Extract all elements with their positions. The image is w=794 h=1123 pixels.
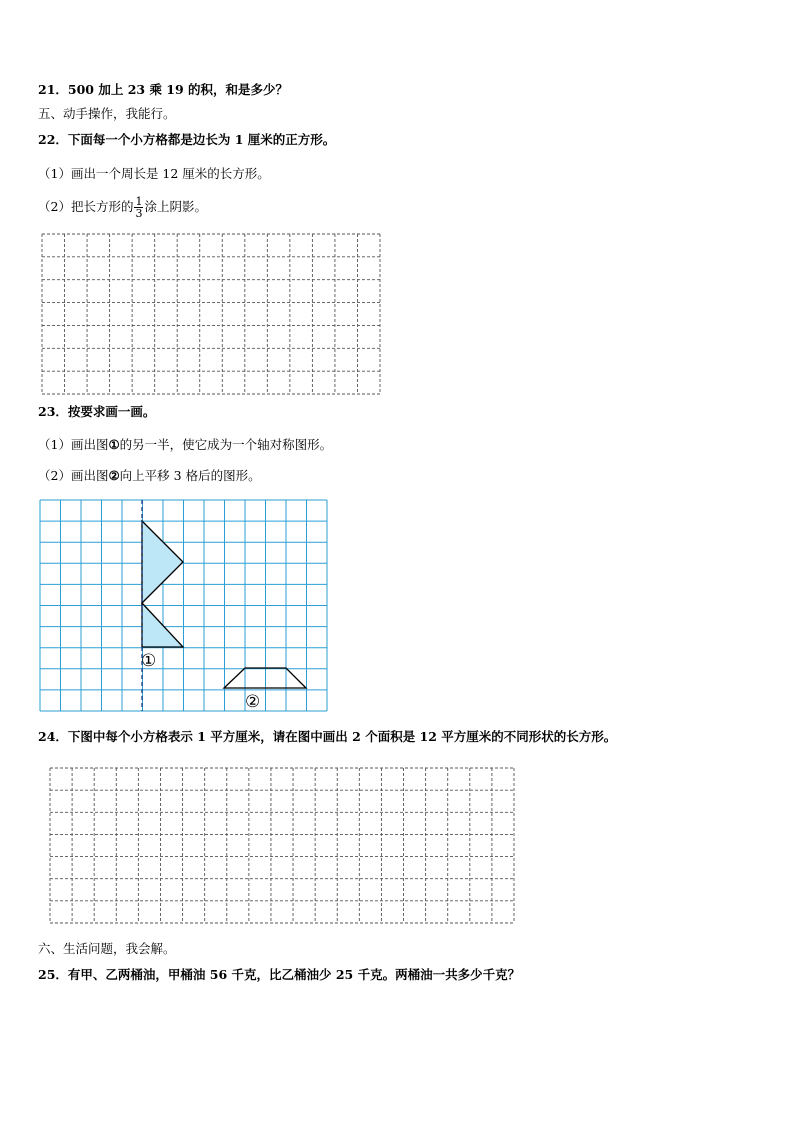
shape-1-label: ① bbox=[141, 651, 157, 671]
dashed-grid-q24 bbox=[50, 768, 514, 923]
question-23-part2: （2）画出图②向上平移 3 格后的图形。 bbox=[38, 468, 261, 483]
question-24 bbox=[38, 729, 616, 745]
blue-grid-q23 bbox=[40, 500, 327, 711]
question-number: 25． bbox=[38, 967, 68, 982]
question-25 bbox=[38, 967, 520, 983]
question-text: 有甲、乙两桶油，甲桶油 56 千克，比乙桶油少 25 千克。两桶油一共多少千克？ bbox=[67, 967, 521, 982]
question-22-part2: （2）把长方形的 $\frac{1}{3}$ 涂上阴影。 bbox=[38, 195, 207, 220]
question-number: 21． bbox=[38, 82, 68, 97]
question-22-part1: （1）画出一个周长是 12 厘米的长方形。 bbox=[38, 166, 270, 181]
question-text: 下图中每个小方格表示 1 平方厘米，请在图中画出 2 个面积是 12 平方厘米的不同形状的长方形。 bbox=[67, 729, 617, 744]
question-23-part1: （1）画出图①的另一半，使它成为一个轴对称图形。 bbox=[38, 437, 333, 452]
question-text: 按要求画一画。 bbox=[67, 404, 156, 419]
question-number: 23． bbox=[38, 404, 68, 419]
shape-2-label: ② bbox=[245, 692, 261, 712]
question-23 bbox=[38, 404, 155, 420]
fraction: $\frac{1}{3}$ bbox=[135, 195, 143, 220]
section-heading: 五、动手操作，我能行。 bbox=[38, 106, 176, 121]
question-21 bbox=[38, 82, 288, 98]
question-text: 下面每一个小方格都是边长为 1 厘米的正方形。 bbox=[67, 132, 336, 147]
question-22 bbox=[38, 132, 335, 148]
question-number: 22． bbox=[38, 132, 68, 147]
section-heading: 六、生活问题，我会解。 bbox=[38, 941, 176, 956]
question-number: 24． bbox=[38, 729, 68, 744]
dashed-grid-q22 bbox=[42, 234, 380, 394]
question-text: 500 加上 23 乘 19 的积，和是多少？ bbox=[67, 82, 289, 97]
